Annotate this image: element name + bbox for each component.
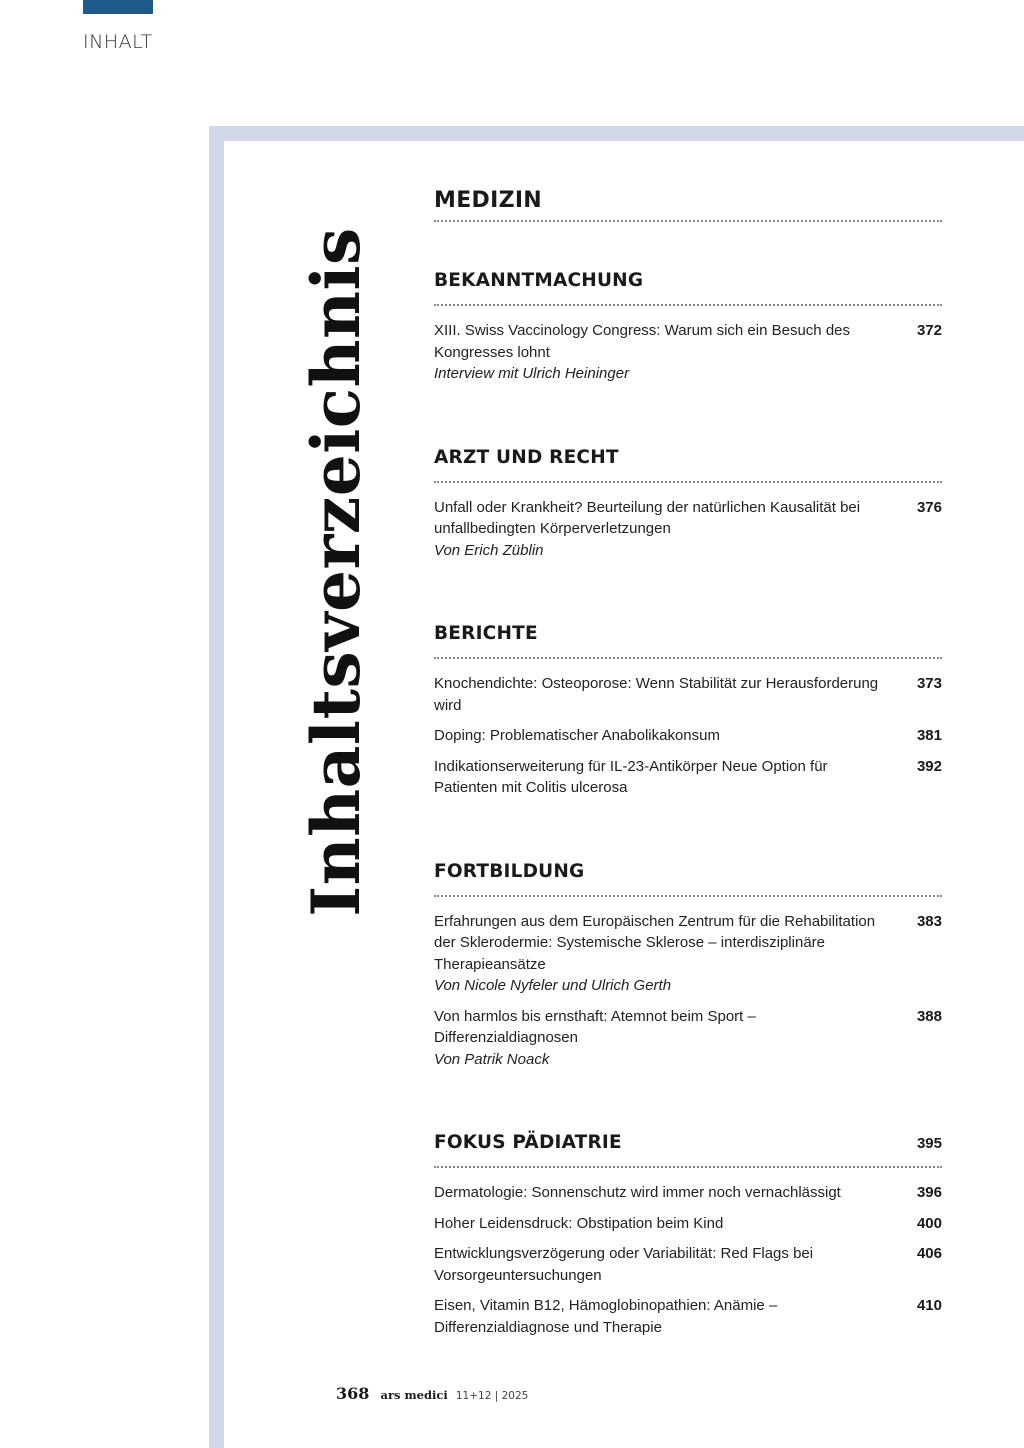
toc-entry	[434, 673, 942, 716]
toc-entry	[434, 911, 942, 997]
toc-sections	[434, 270, 942, 1338]
entry-title: Knochendichte: Osteoporose: Wenn Stabilität zur Herausforderung wird	[434, 675, 879, 714]
entry-author: Von Erich Züblin	[434, 541, 544, 559]
toc-entry	[434, 497, 942, 562]
toc-section	[434, 270, 942, 385]
toc-entry	[434, 320, 942, 385]
entry-text	[434, 725, 894, 747]
toc-section	[434, 1132, 942, 1338]
entry-text	[434, 673, 894, 716]
main-heading: MEDIZIN	[434, 188, 543, 213]
entry-page-number: 381	[916, 727, 942, 744]
toc-entry	[434, 1295, 942, 1338]
section-header	[434, 623, 942, 649]
section-header	[434, 447, 942, 473]
entry-author: Von Patrik Noack	[434, 1050, 550, 1068]
section-page-number: 395	[916, 1135, 942, 1152]
entry-page-number: 388	[916, 1007, 942, 1025]
entry-title: XIII. Swiss Vaccinology Congress: Warum sich ein Besuch des Kongresses lohnt	[434, 322, 851, 361]
toc-entry	[434, 756, 942, 799]
entry-page-number: 372	[916, 322, 942, 339]
section-title: BEKANNTMACHUNG	[434, 270, 644, 291]
dotted-divider	[434, 473, 942, 483]
toc-entry	[434, 725, 942, 747]
toc-entry	[434, 1006, 942, 1071]
section-header	[434, 861, 942, 887]
dotted-divider	[434, 216, 942, 222]
entry-title: Doping: Problematischer Anabolikakonsum	[434, 727, 720, 744]
entry-text	[434, 756, 894, 799]
entry-title: Von harmlos bis ernsthaft: Atemnot beim Sport – Differenzialdiagnosen	[434, 1007, 756, 1046]
entry-title: Hoher Leidensdruck: Obstipation beim Kind	[434, 1214, 724, 1232]
dotted-divider	[434, 296, 942, 306]
magazine-brand: ars medici	[380, 1388, 448, 1402]
toc-entry	[434, 1213, 942, 1235]
entry-text	[434, 911, 894, 997]
section-title: ARZT UND RECHT	[434, 446, 619, 468]
section-tag: INHALT	[83, 31, 153, 53]
section-header	[434, 1132, 942, 1158]
entry-author: Interview mit Ulrich Heininger	[434, 365, 630, 382]
entry-title: Dermatologie: Sonnenschutz wird immer noch vernachlässigt	[434, 1184, 841, 1201]
dotted-divider	[434, 887, 942, 897]
frame-top-border	[209, 126, 1024, 141]
entry-title: Unfall oder Krankheit? Beurteilung der natürlichen Kausalität bei unfallbedingten Körperverletzungen	[434, 498, 861, 537]
entry-page-number: 376	[916, 498, 942, 516]
page-footer	[336, 1384, 528, 1403]
entry-author: Von Nicole Nyfeler und Ulrich Gerth	[434, 977, 672, 994]
entry-text	[434, 1213, 894, 1235]
entry-page-number: 392	[916, 757, 942, 775]
entry-text	[434, 1006, 894, 1071]
section-header	[434, 270, 942, 296]
page-number: 368	[336, 1384, 370, 1403]
entry-title: Indikationserweiterung für IL-23-Antikörper Neue Option für Patienten mit Colitis ulcerosa	[434, 757, 828, 796]
entry-title: Eisen, Vitamin B12, Hämoglobinopathien: Anämie – Differenzialdiagnose und Therapie	[434, 1297, 778, 1336]
entry-text	[434, 1182, 894, 1204]
entry-text	[434, 1243, 894, 1286]
section-title: FOKUS PÄDIATRIE	[434, 1132, 622, 1153]
entry-page-number: 383	[916, 912, 942, 930]
toc-section	[434, 861, 942, 1071]
issue-label: 11+12 | 2025	[455, 1390, 529, 1402]
entry-text	[434, 497, 894, 562]
entry-title: Erfahrungen aus dem Europäischen Zentrum für die Rehabilitation der Sklerodermie: Systemische Sklerose – interdisziplinäre Therapieansätze	[434, 912, 876, 973]
entry-text	[434, 1295, 894, 1338]
dotted-divider	[434, 649, 942, 659]
toc-section	[434, 447, 942, 562]
frame-left-border	[209, 126, 224, 1448]
entry-page-number: 400	[916, 1214, 942, 1232]
accent-bar	[83, 0, 153, 14]
entry-title: Entwicklungsverzögerung oder Variabilität: Red Flags bei Vorsorgeuntersuchungen	[434, 1245, 814, 1284]
entry-page-number: 406	[916, 1245, 942, 1262]
toc-section	[434, 623, 942, 799]
dotted-divider	[434, 1158, 942, 1168]
section-title: FORTBILDUNG	[434, 860, 585, 882]
table-of-contents	[434, 186, 942, 1400]
entry-page-number: 396	[916, 1184, 942, 1201]
entry-page-number: 373	[916, 675, 942, 692]
entry-text	[434, 320, 894, 385]
section-title: BERICHTE	[434, 623, 538, 644]
entry-page-number: 410	[916, 1297, 942, 1314]
toc-entry	[434, 1182, 942, 1204]
toc-entry	[434, 1243, 942, 1286]
vertical-title-text: Inhaltsverzeichnis	[297, 227, 375, 917]
